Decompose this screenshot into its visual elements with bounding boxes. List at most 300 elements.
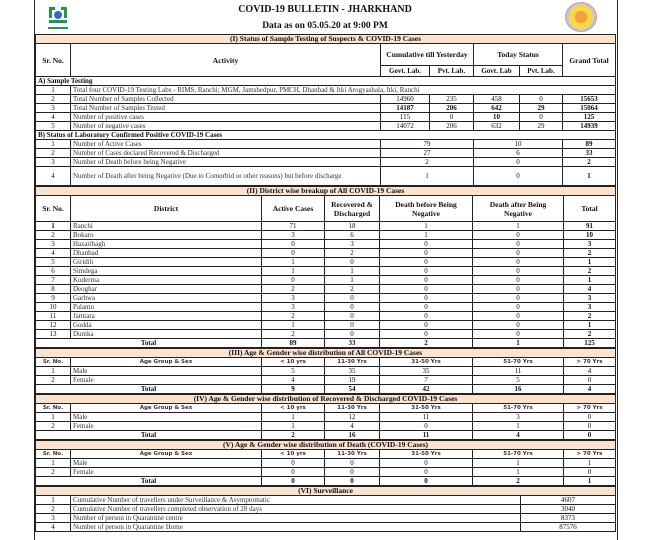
table-row [36, 459, 616, 468]
table-row [36, 231, 616, 240]
sr-no: 1 [36, 413, 71, 422]
table-row [36, 349, 616, 358]
gender-label: Female [71, 376, 262, 385]
recovered: 0 [325, 294, 380, 303]
sr-no: 1 [36, 86, 71, 95]
age-count: 5 [262, 367, 325, 376]
death-after: 0 [473, 303, 564, 312]
sr-no: 5 [36, 258, 71, 267]
today-govt: 642 [474, 104, 520, 113]
table-row [36, 285, 616, 294]
sr-no: 1 [36, 222, 71, 231]
header-cumulative: Cumulative till Yesterday [381, 44, 474, 66]
sr-no: 2 [36, 95, 71, 104]
active-cases: 0 [262, 276, 325, 285]
today-govt: 10 [474, 113, 520, 122]
age-header-3: 11-30 Yrs [325, 450, 380, 459]
age-header-5: 51-70 Yrs [473, 358, 564, 367]
grand-total: 15653 [563, 95, 616, 104]
table-row [36, 140, 616, 149]
death-before: 0 [380, 285, 473, 294]
cumulative-value: 27 [381, 149, 474, 158]
sr-no: 4 [36, 523, 71, 532]
grand-total: 1 [563, 167, 616, 186]
age-count: 11 [380, 413, 473, 422]
active-cases: 2 [262, 312, 325, 321]
total-value: 89 [262, 339, 325, 348]
sr-no: 3 [36, 240, 71, 249]
death-before: 0 [380, 321, 473, 330]
header-today-govt-lab: Govt. Lab [474, 66, 520, 77]
district-name: Palamu [71, 303, 262, 312]
death-after: 0 [473, 276, 564, 285]
today-pvt: 0 [520, 95, 563, 104]
total: 3 [564, 303, 616, 312]
sr-no: 11 [36, 312, 71, 321]
activity-label: Total Number of Samples Collected [71, 95, 381, 104]
surveillance-label: Number of person in Quarantine centre [71, 514, 521, 523]
sr-no: 8 [36, 285, 71, 294]
total: 3 [564, 294, 616, 303]
sr-no: 5 [36, 122, 71, 131]
district-name: Ranchi [71, 222, 262, 231]
recovered: 0 [325, 312, 380, 321]
surveillance-table [35, 486, 616, 532]
cumulative-govt: 14187 [381, 104, 430, 113]
age-header-6: > 70 Yrs [564, 404, 616, 413]
grand-total: 33 [563, 149, 616, 158]
recovered: 3 [325, 240, 380, 249]
table-row [36, 450, 616, 459]
cumulative-value: 79 [381, 140, 474, 149]
today-govt: 458 [474, 95, 520, 104]
table-row [36, 258, 616, 267]
table-row [36, 167, 616, 186]
table-row [36, 523, 616, 532]
subsection-a-title: A) Sample Testing [36, 77, 616, 86]
death-before: 0 [380, 312, 473, 321]
district-name: Dumka [71, 330, 262, 339]
total-value: 1 [473, 339, 564, 348]
header-today: Today Status [474, 44, 563, 66]
age-header-3: 11-30 Yrs [325, 358, 380, 367]
total-value: 4 [473, 431, 564, 440]
age-header-0: Sr. No. [36, 450, 71, 459]
header-pvt-lab: Pvt. Lab. [430, 66, 474, 77]
total-value: 54 [325, 385, 380, 394]
active-cases: 2 [262, 285, 325, 294]
district-name: Simdega [71, 267, 262, 276]
total: 91 [564, 222, 616, 231]
table-row [36, 196, 616, 222]
table-row [36, 477, 616, 486]
age-header-1: Age Group & Sex [71, 404, 262, 413]
age-count: 0 [564, 376, 616, 385]
table-row [36, 514, 616, 523]
recovered: 18 [325, 222, 380, 231]
section-2-title: (II) District wise breakup of All COVID-19 Cases [36, 187, 616, 196]
active-cases: 0 [262, 240, 325, 249]
age-count: 11 [473, 367, 564, 376]
table-row [36, 86, 616, 95]
recovered: 2 [325, 249, 380, 258]
district-name: Koderma [71, 276, 262, 285]
total-value: 33 [325, 339, 380, 348]
cumulative-govt: 115 [381, 113, 430, 122]
cumulative-value: 1 [381, 167, 474, 186]
sr-no: 2 [36, 231, 71, 240]
total-value: 125 [564, 339, 616, 348]
table-row [36, 122, 616, 131]
age-header-4: 31-50 Yrs [380, 358, 473, 367]
activity-label: Number of Active Cases [71, 140, 381, 149]
death-after: 0 [473, 330, 564, 339]
total-value: 2 [262, 431, 325, 440]
today-value: 0 [474, 158, 563, 167]
table-row [36, 431, 616, 440]
age-count: 0 [262, 468, 325, 477]
table-row [36, 249, 616, 258]
table-row [36, 395, 616, 404]
sample-testing-table [35, 34, 616, 186]
sr-no: 12 [36, 321, 71, 330]
total: 3 [564, 240, 616, 249]
header-active-cases: Active Cases [262, 196, 325, 222]
total: 2 [564, 312, 616, 321]
age-count: 0 [380, 422, 473, 431]
active-cases: 1 [262, 267, 325, 276]
table-row [36, 104, 616, 113]
activity-label: Number of Death after being Negative (Due to Comorbid or other reasons) but before discharge [71, 167, 381, 186]
header-sr-no: Sr. No. [36, 44, 71, 77]
sr-no: 13 [36, 330, 71, 339]
grand-total: 15064 [563, 104, 616, 113]
age-count: 35 [380, 367, 473, 376]
death-before: 0 [380, 267, 473, 276]
active-cases: 3 [262, 294, 325, 303]
bulletin-tables [35, 34, 615, 532]
age-count: 0 [564, 468, 616, 477]
age-header-1: Age Group & Sex [71, 358, 262, 367]
death-before: 0 [380, 330, 473, 339]
death-after: 0 [473, 321, 564, 330]
death-after: 0 [473, 231, 564, 240]
surveillance-value: 87576 [521, 523, 616, 532]
table-row [36, 113, 616, 122]
total: 10 [564, 231, 616, 240]
death-before: 0 [380, 303, 473, 312]
total-label: Total [36, 339, 262, 348]
today-value: 0 [474, 167, 563, 186]
header-sr-no: Sr. No. [36, 196, 71, 222]
recovered: 1 [325, 276, 380, 285]
total-value: 0 [380, 477, 473, 486]
sr-no: 6 [36, 267, 71, 276]
section3-title: (III) Age & Gender wise distribution of All COVID-19 Cases [36, 349, 616, 358]
district-name: Godda [71, 321, 262, 330]
surveillance-value: 3040 [521, 505, 616, 514]
death-before: 0 [380, 240, 473, 249]
sr-no: 4 [36, 113, 71, 122]
total-value: 11 [380, 431, 473, 440]
age-count: 0 [325, 459, 380, 468]
table-row [36, 158, 616, 167]
table-row [36, 240, 616, 249]
table-row [36, 187, 616, 196]
age-count: 0 [380, 459, 473, 468]
age-count: 4 [564, 367, 616, 376]
age-header-2: < 10 yrs [262, 358, 325, 367]
age-header-1: Age Group & Sex [71, 450, 262, 459]
age-count: 12 [325, 413, 380, 422]
age-header-2: < 10 yrs [262, 404, 325, 413]
header-today-pvt-lab: Pvt. Lab. [520, 66, 563, 77]
age-count: 19 [325, 376, 380, 385]
recovered: 2 [325, 285, 380, 294]
surveillance-value: 4607 [521, 496, 616, 505]
age-count: 0 [325, 468, 380, 477]
age-count: 0 [262, 459, 325, 468]
grand-total: 14939 [563, 122, 616, 131]
death-after: 0 [473, 249, 564, 258]
table-row [36, 496, 616, 505]
table-row [36, 413, 616, 422]
age-count: 4 [262, 376, 325, 385]
age-count: 5 [473, 376, 564, 385]
table-row [36, 276, 616, 285]
death-after: 0 [473, 267, 564, 276]
district-name: Bokaro [71, 231, 262, 240]
section5-title: (V) Age & Gender wise distribution of Death (COVID-19 Cases) [36, 441, 616, 450]
sr-no: 4 [36, 167, 71, 186]
age-count: 1 [564, 459, 616, 468]
cumulative-pvt: 235 [430, 95, 474, 104]
total-label: Total [36, 385, 262, 394]
cumulative-govt: 14072 [381, 122, 430, 131]
active-cases: 3 [262, 231, 325, 240]
header-total: Total [564, 196, 616, 222]
age-header-6: > 70 Yrs [564, 450, 616, 459]
sr-no: 3 [36, 158, 71, 167]
subsection-b-title: B) Status of Laboratory Confirmed Positive COVID-19 Cases [36, 131, 616, 140]
district-name: Garhwa [71, 294, 262, 303]
total-value: 0 [325, 477, 380, 486]
today-value: 10 [474, 140, 563, 149]
death-after: 0 [473, 285, 564, 294]
age-header-4: 31-50 Yrs [380, 404, 473, 413]
gender-label: Male [71, 413, 262, 422]
district-name: Hazaribagh [71, 240, 262, 249]
section4-title: (IV) Age & Gender wise distribution of Recovered & Discharged COVID-19 Cases [36, 395, 616, 404]
death-before: 0 [380, 249, 473, 258]
total-value: 16 [473, 385, 564, 394]
total: 1 [564, 321, 616, 330]
header-district: District [71, 196, 262, 222]
table-row [36, 358, 616, 367]
age-count: 1 [473, 422, 564, 431]
table-row [36, 404, 616, 413]
grand-total: 2 [563, 158, 616, 167]
sr-no: 7 [36, 276, 71, 285]
bulletin-date: Data as on 05.05.20 at 9:00 PM [262, 21, 388, 31]
total: 2 [564, 330, 616, 339]
recovered: 0 [325, 330, 380, 339]
table-row [36, 376, 616, 385]
today-pvt: 0 [520, 113, 563, 122]
total: 2 [564, 249, 616, 258]
gender-label: Male [71, 459, 262, 468]
table-row [36, 487, 616, 496]
age-header-2: < 10 yrs [262, 450, 325, 459]
today-pvt: 29 [520, 104, 563, 113]
active-cases: 71 [262, 222, 325, 231]
age-count: 0 [564, 422, 616, 431]
table-row [36, 149, 616, 158]
today-pvt: 29 [520, 122, 563, 131]
total-value: 16 [325, 431, 380, 440]
section5-age-gender-table [35, 440, 616, 486]
cumulative-govt: 14960 [381, 95, 430, 104]
sr-no: 10 [36, 303, 71, 312]
death-after: 0 [473, 240, 564, 249]
recovered: 1 [325, 267, 380, 276]
table-row [36, 468, 616, 477]
gender-label: Female [71, 422, 262, 431]
death-after: 0 [473, 294, 564, 303]
district-table [35, 186, 616, 348]
age-header-6: > 70 Yrs [564, 358, 616, 367]
total-value: 2 [380, 339, 473, 348]
header-recovered-discharged: Recovered & Discharged [325, 196, 380, 222]
table-row [36, 505, 616, 514]
cumulative-value: 2 [381, 158, 474, 167]
death-before: 1 [380, 231, 473, 240]
surveillance-label: Number of person in Quarantine Home [71, 523, 521, 532]
age-count: 7 [380, 376, 473, 385]
sr-no: 1 [36, 496, 71, 505]
surveillance-label: Cumulative Number of travellers completed observation of 28 days [71, 505, 521, 514]
total-value: 1 [564, 477, 616, 486]
section-6-title: (VI) Surveillance [36, 487, 616, 496]
grand-total: 89 [563, 140, 616, 149]
table-row [36, 95, 616, 104]
sr-no: 3 [36, 104, 71, 113]
table-row [36, 312, 616, 321]
table-row [36, 330, 616, 339]
recovered: 0 [325, 258, 380, 267]
cumulative-pvt: 206 [430, 104, 474, 113]
activity-label: Total Number of Samples Tested [71, 104, 381, 113]
table-row [36, 267, 616, 276]
table-row [36, 339, 616, 348]
active-cases: 3 [262, 303, 325, 312]
recovered: 0 [325, 303, 380, 312]
total-value: 0 [564, 431, 616, 440]
surveillance-value: 8373 [521, 514, 616, 523]
age-count: 3 [473, 413, 564, 422]
labs-description: Total four COVID-19 Testing Labs - RIMS, Ranchi; MGM, Jamshedpur, PMCH, Dhanbad & Itki Arogyashala, Itki, Ranchi [71, 86, 616, 95]
activity-label: Number of Death before being Negative [71, 158, 381, 167]
sr-no: 1 [36, 459, 71, 468]
grand-total: 125 [563, 113, 616, 122]
total-label: Total [36, 431, 262, 440]
district-name: Deoghar [71, 285, 262, 294]
district-name: Giridih [71, 258, 262, 267]
gender-label: Male [71, 367, 262, 376]
age-count: 0 [564, 413, 616, 422]
section4-age-gender-table [35, 394, 616, 440]
table-row [36, 222, 616, 231]
surveillance-label: Cumulative Number of travellers under Surveillance & Asymptomatic [71, 496, 521, 505]
death-after: 1 [473, 222, 564, 231]
sr-no: 1 [36, 140, 71, 149]
age-header-4: 31-50 Yrs [380, 450, 473, 459]
cumulative-pvt: 0 [430, 113, 474, 122]
sr-no: 9 [36, 294, 71, 303]
cumulative-pvt: 206 [430, 122, 474, 131]
total-value: 2 [473, 477, 564, 486]
gender-label: Female [71, 468, 262, 477]
district-name: Jamtara [71, 312, 262, 321]
today-govt: 632 [474, 122, 520, 131]
recovered: 0 [325, 321, 380, 330]
table-row [36, 294, 616, 303]
death-after: 0 [473, 312, 564, 321]
sr-no: 1 [36, 367, 71, 376]
activity-label: Number of Cases declared Recovered & Discharged [71, 149, 381, 158]
sr-no: 2 [36, 468, 71, 477]
section-1-title: (I) Status of Sample Testing of Suspects & COVID-19 Cases [36, 35, 616, 44]
death-before: 0 [380, 276, 473, 285]
age-header-3: 11-30 Yrs [325, 404, 380, 413]
header-death-before-negative: Death before Being Negative [380, 196, 473, 222]
age-count: 1 [473, 468, 564, 477]
table-row [36, 441, 616, 450]
age-header-0: Sr. No. [36, 404, 71, 413]
header-grand-total: Grand Total [563, 44, 616, 77]
today-value: 6 [474, 149, 563, 158]
total: 1 [564, 258, 616, 267]
active-cases: 2 [262, 330, 325, 339]
age-header-5: 51-70 Yrs [473, 450, 564, 459]
table-row [36, 422, 616, 431]
age-header-5: 51-70 Yrs [473, 404, 564, 413]
header-govt-lab: Govt. Lab. [381, 66, 430, 77]
total-value: 0 [262, 477, 325, 486]
header-activity: Activity [71, 44, 381, 77]
sr-no: 4 [36, 249, 71, 258]
total-value: 4 [564, 385, 616, 394]
age-header-0: Sr. No. [36, 358, 71, 367]
table-row [36, 367, 616, 376]
age-count: 1 [262, 422, 325, 431]
total-label: Total [36, 477, 262, 486]
death-before: 0 [380, 258, 473, 267]
sr-no: 2 [36, 422, 71, 431]
table-row [36, 321, 616, 330]
sr-no: 2 [36, 149, 71, 158]
age-count: 1 [473, 459, 564, 468]
age-count: 35 [325, 367, 380, 376]
sr-no: 3 [36, 514, 71, 523]
sr-no: 2 [36, 505, 71, 514]
active-cases: 1 [262, 258, 325, 267]
death-before: 0 [380, 294, 473, 303]
activity-label: Number of positive cases [71, 113, 381, 122]
death-before: 1 [380, 222, 473, 231]
age-count: 1 [262, 413, 325, 422]
section3-age-gender-table [35, 348, 616, 394]
